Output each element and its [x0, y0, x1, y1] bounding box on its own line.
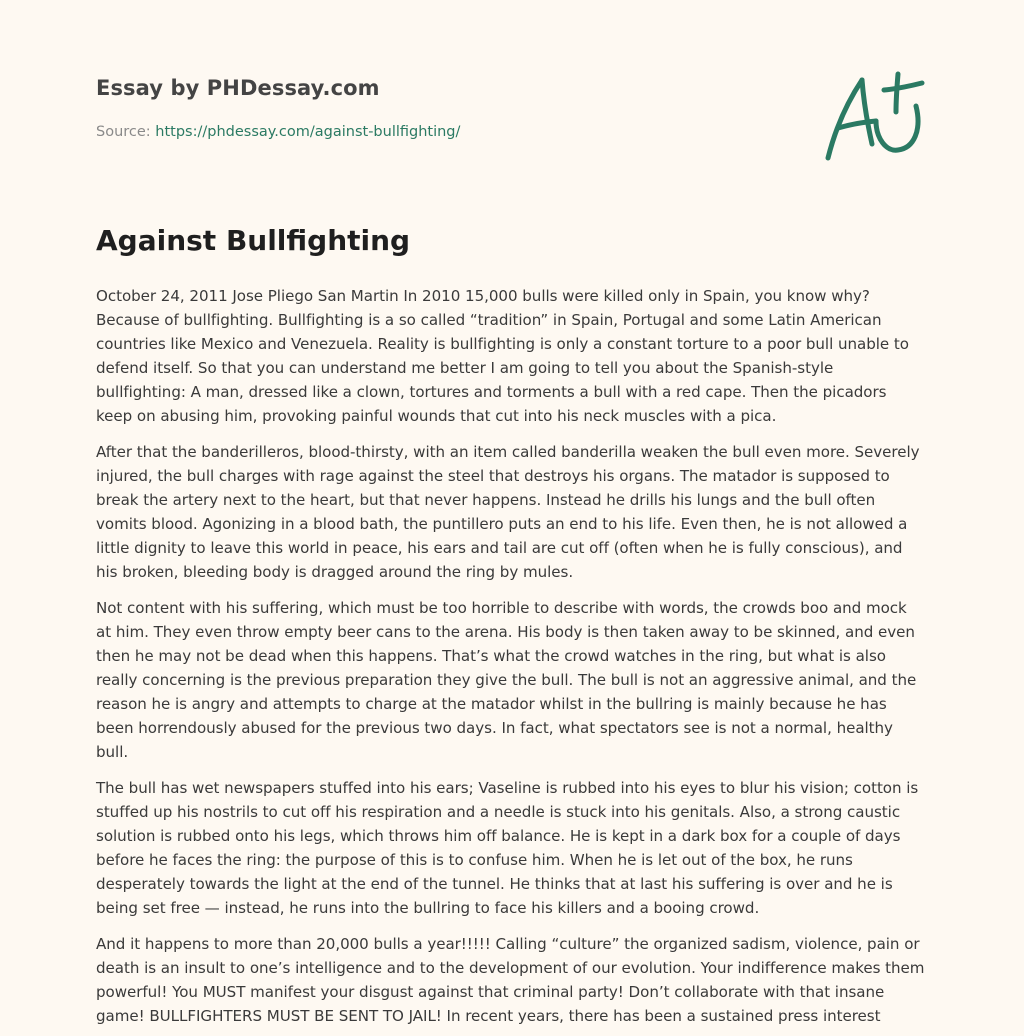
paragraph-3: Not content with his suffering, which must be too horrible to describe with words, the crowds boo and mock at him. They even throw empty beer cans to the arena. His body is then taken away to be skinned, and even then he may not be dead when this happens. That’s what the crowd watches in the ring, but what is also really concerning is the previous preparation they give the bull. The bull is not an aggressive animal, and the reason he is angry and attempts to charge at the matador whilst in the bullring is mainly because he has been horrendously abused for the previous two days. In fact, what spectators see is not a normal, healthy bull. — [96, 599, 917, 761]
source-link[interactable]: https://phdessay.com/against-bullfighting/ — [155, 124, 461, 140]
paragraph-4: The bull has wet newspapers stuffed into his ears; Vaseline is rubbed into his eyes to blur his vision; cotton is stuffed up his nostrils to cut off his respiration and a needle is stuck into his genitals. Also, a strong caustic solution is rubbed onto his legs, which throws him off balance. He is kept in a dark box for a couple of days before he faces the ring: the purpose of this is to confuse him. When he is let out of the box, he runs desperately towards the light at the end of the tunnel. He thinks that at last his suffering is over and he is being set free — instead, he runs into the bullring to face his killers and a booing crowd. — [96, 779, 919, 917]
site-title: Essay by PHDessay.com — [96, 76, 380, 100]
essay-body — [96, 284, 926, 1036]
essay-title: Against Bullfighting — [96, 224, 411, 257]
source-line — [96, 124, 460, 140]
a-plus-logo-icon — [818, 66, 928, 166]
paragraph-2: After that the banderilleros, blood-thirsty, with an item called banderilla weaken the bull even more. Severely injured, the bull charges with rage against the steel that destroys his organs. The matador is supposed to break the artery next to the heart, but that never happens. Instead he drills his lungs and the bull often vomits blood. Agonizing in a blood bath, the puntillero puts an end to his life. Even then, he is not allowed a little dignity to leave this world in peace, his ears and tail are cut off (often when he is fully conscious), and his broken, bleeding body is dragged around the ring by mules. — [96, 443, 920, 581]
paragraph-5: And it happens to more than 20,000 bulls a year!!!!! Calling “culture” the organized sadism, violence, pain or death is an insult to one’s intelligence and to the development of our evolution. Your indifference makes them powerful! You MUST manifest your disgust against that criminal party! Don’t collaborate with that insane game! BULLFIGHTERS MUST BE SENT TO JAIL! In recent years, there has been a sustained press interest — [96, 935, 925, 1025]
source-label: Source: — [96, 124, 156, 140]
paragraph-1: October 24, 2011 Jose Pliego San Martin In 2010 15,000 bulls were killed only in Spain, you know why? Because of bullfighting. Bullfighting is a so called “tradition” in Spain, Portugal and some Latin American countries like Mexico and Venezuela. Reality is bullfighting is only a constant torture to a poor bull unable to defend itself. So that you can understand me better I am going to tell you about the Spanish-style bullfighting: A man, dressed like a clown, tortures and torments a bull with a red cape. Then the picadors keep on abusing him, provoking painful wounds that cut into his neck muscles with a pica. — [96, 287, 909, 425]
